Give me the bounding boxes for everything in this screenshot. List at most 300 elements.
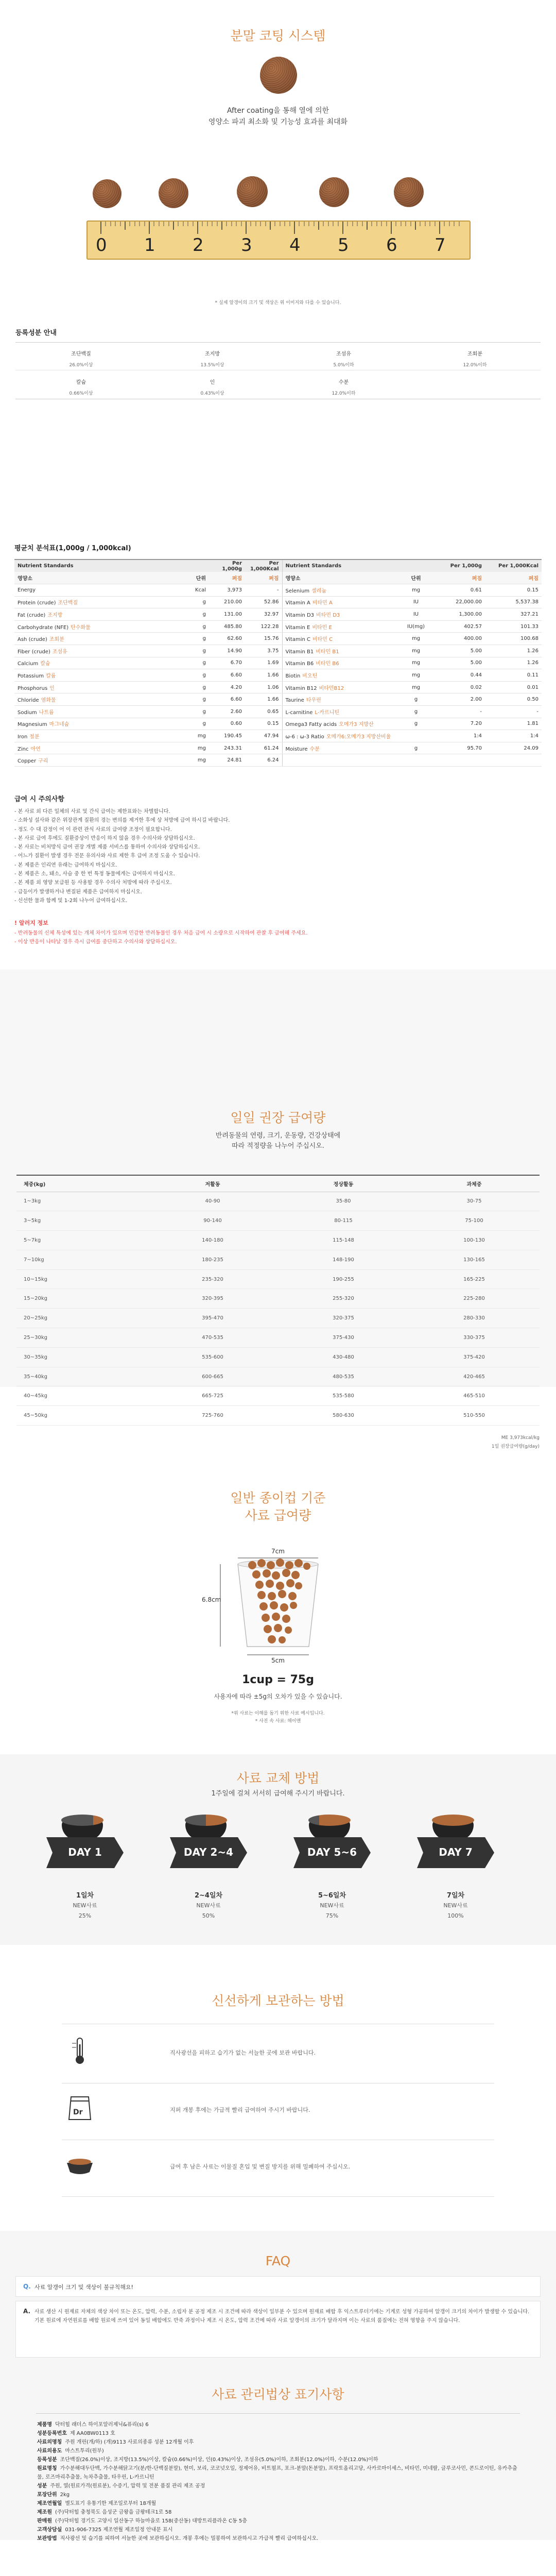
nutrient-name-en: Vitamin B6 xyxy=(285,661,314,667)
feeding-cell: 3~5kg xyxy=(16,1211,147,1231)
nutrient-value: g xyxy=(174,706,209,718)
nutrient-value: 5.00 xyxy=(431,657,485,669)
cup-top-dim: 7cm xyxy=(271,1548,285,1555)
ga-calcium: 칼슘 0.66%이상 xyxy=(69,380,93,396)
nutrient-row xyxy=(14,718,542,730)
nutrient-value: g xyxy=(174,620,209,633)
nutrient-name-ko: L-카르니틴 xyxy=(315,709,340,716)
allergy-line-1: - 반려동물의 신체 특성에 있는 개체 차이가 있으며 민감한 반려동물인 경우 처음 급여 시 소량으로 시작하여 관찰 후 급여해 주세요. xyxy=(14,930,308,936)
ga-ash: 조회분 12.0%이하 xyxy=(463,351,487,368)
nutrient-name-ko: 염화물 xyxy=(41,698,56,704)
nutrient-name-ko: 비타민 A xyxy=(312,600,333,606)
nutrient-name xyxy=(14,633,174,645)
allergy-title: ! 알러지 정보 xyxy=(14,920,48,926)
label-key: 사료의용도 xyxy=(37,2448,62,2454)
feeding-cell: 165-225 xyxy=(409,1269,540,1289)
nutrient-value: mg xyxy=(401,645,431,657)
nutrient-value: 1.81 xyxy=(485,718,542,730)
feeding-cell: 235-320 xyxy=(147,1269,278,1289)
nutrient-value: mg xyxy=(174,754,209,767)
cup-sub: 사용자에 따라 ±5g의 오차가 있을 수 있습니다. xyxy=(214,1693,342,1700)
nutrient-value: 32.97 xyxy=(245,608,282,621)
label-key: 성분등록번호 xyxy=(37,2431,67,2436)
label-line xyxy=(37,2482,521,2490)
thermometer-icon xyxy=(62,2036,98,2067)
nutrient-name-ko: 비오틴 xyxy=(302,673,318,680)
nutrient-value: 6.70 xyxy=(209,657,245,669)
nutrient-value: mg xyxy=(401,584,431,597)
nutrient-name xyxy=(282,645,401,657)
label-key: 제품명 xyxy=(37,2422,52,2428)
ruler-num-6: 6 xyxy=(386,235,397,256)
nt-header-right: Nutrient Standards xyxy=(282,560,401,572)
feeding-cell: 115-148 xyxy=(278,1231,409,1250)
nt-sub-ratio-3: 퍼짐 xyxy=(431,572,485,584)
ga-fiber: 조섬유 5.0%이하 xyxy=(333,351,354,368)
feeding-cell: 1~3kg xyxy=(16,1192,147,1211)
cup-note-1: *위 사료는 이해를 돕기 위한 사료 예시입니다. xyxy=(231,1711,325,1716)
kibble-hero xyxy=(260,57,297,94)
feed-h-normal: 정상활동 xyxy=(278,1175,409,1192)
nutrient-value: 7.20 xyxy=(431,718,485,730)
feeding-me: ME 3,973kcal/kg xyxy=(501,1435,540,1440)
nutrient-name-ko: 비타민 E xyxy=(312,624,332,631)
feeding-cell: 7~10kg xyxy=(16,1250,147,1269)
ga-moisture: 수분 12.0%이하 xyxy=(332,380,356,396)
nutrient-name xyxy=(282,730,401,742)
feeding-cell: 430-480 xyxy=(278,1347,409,1367)
nutrient-name xyxy=(282,657,401,669)
cautions-title: 급여 시 주의사항 xyxy=(14,795,64,803)
ga-title: 등록성분 안내 xyxy=(15,329,57,337)
nutrient-value: mg xyxy=(174,742,209,754)
nutrient-row xyxy=(14,742,542,754)
feeding-unit-note: 1일 권장급여량(g/day) xyxy=(491,1444,540,1449)
feeding-cell: 40-90 xyxy=(147,1192,278,1211)
nutrient-name-en: Potassium xyxy=(18,673,44,680)
nutrient-value: mg xyxy=(401,633,431,645)
nutrient-value: mg xyxy=(401,681,431,693)
nutrient-value: 61.24 xyxy=(245,742,282,754)
nutrient-value: 2.00 xyxy=(431,693,485,706)
nt-sub-unit-2: 단위 xyxy=(401,572,431,584)
nutrient-value: 3.75 xyxy=(245,645,282,657)
nutrient-name-en: Magnesium xyxy=(18,722,47,728)
nutrient-value: 400.00 xyxy=(431,633,485,645)
feeding-cell: 375-430 xyxy=(278,1328,409,1348)
step-sub: NEW사료 xyxy=(73,1902,97,1909)
nutrient-name-ko: 탄수화물 xyxy=(71,624,91,631)
nt-header-per-g: Per 1,000g xyxy=(209,560,245,572)
nutrient-name-ko: 비타민 B6 xyxy=(316,661,339,667)
nutrient-name-en: Fat (crude) xyxy=(18,613,46,619)
caution-item: - 본 제품은 인리연 유래는 급여하지 마십시오. xyxy=(14,862,117,868)
ruler-num-7: 7 xyxy=(435,235,446,256)
label-value: 조단백질(26.0%)이상, 조지방(13.5%)이상, 칼슘(0.66%)이상, 인(0.43%)이상, 조섬유(5.0%)이하, 조회분(12.0%)이하, 수분(12.0%)이하 xyxy=(60,2457,378,2463)
feeding-cell: 535-580 xyxy=(278,1386,409,1406)
caution-item: - 본 사료는 비처방식 급여 권장 개별 제품 서비스를 통하여 수의사와 상담하십시오. xyxy=(14,844,200,851)
nt-header-per-kcal: Per 1,000Kcal xyxy=(245,560,282,572)
feeding-cell: 40~45kg xyxy=(16,1386,147,1406)
nutrient-value: g xyxy=(401,706,431,718)
step-percent: 75% xyxy=(325,1912,339,1919)
nutrient-value: 0.15 xyxy=(485,584,542,597)
feeding-row xyxy=(16,1328,540,1348)
nutrient-row xyxy=(14,645,542,657)
nutrient-name-ko: 오메가3 지방산 xyxy=(339,722,374,728)
feeding-cell: 330-375 xyxy=(409,1328,540,1348)
nutrient-value: 24.81 xyxy=(209,754,245,767)
nutrient-row xyxy=(14,608,542,621)
storage-title: 신선하게 보관하는 방법 xyxy=(212,1993,344,2008)
feeding-cell: 580-630 xyxy=(278,1406,409,1426)
nutrient-value: 0.15 xyxy=(245,718,282,730)
nutrient-row xyxy=(14,633,542,645)
caution-item: - 소화성 설사와 같은 위장관계 질환의 경는 변의를 제거한 후에 상 처방에 급여 하시길 바랍니다. xyxy=(14,818,230,824)
nutrient-name-en: Vitamin B1 xyxy=(285,649,314,655)
label-value: 가수분해대두단백, 가수분해닭고기(분/한-단백질분말), 현미, 보리, 코코넛오일, 정제어유, 비트펄프, 포크-분말(돈분말), 프락토올리고당, 사카로마이세스, 비타민, 미네랄, 글루코사민, 콘드로이틴, 유카추출물, 로즈마리추출물, 녹차추출물, 타우린, L-카르니틴 xyxy=(37,2466,517,2480)
nutrient-value: 1.26 xyxy=(485,645,542,657)
label-line xyxy=(37,2508,521,2517)
step-percent: 100% xyxy=(447,1912,464,1919)
feeding-cell: 375-420 xyxy=(409,1347,540,1367)
nutrient-value: g xyxy=(401,718,431,730)
label-value: 031-906-7325 제조연월 제조일정 안내문 표시 xyxy=(65,2527,173,2533)
feed-h-weight: 체중(kg) xyxy=(16,1175,147,1192)
ga-divider-top xyxy=(15,342,541,343)
nutrient-name-en: Vitamin A xyxy=(285,600,310,606)
label-line xyxy=(37,2464,521,2482)
transition-title: 사료 교체 방법 xyxy=(236,1771,320,1786)
transition-sub: 1주일에 걸쳐 서서히 급여해 주시기 바랍니다. xyxy=(211,1790,345,1798)
svg-text:Dr: Dr xyxy=(73,2108,83,2116)
label-key: 성분 xyxy=(37,2483,47,2489)
ruler-num-2: 2 xyxy=(193,235,204,256)
feeding-cell: 140-180 xyxy=(147,1231,278,1250)
coating-note: * 실제 알갱이의 크기 및 색상은 위 이미지와 다를 수 있습니다. xyxy=(215,300,341,306)
nutrient-value: mg xyxy=(174,730,209,742)
nutrient-value: 5.00 xyxy=(431,645,485,657)
feeding-row xyxy=(16,1269,540,1289)
cup-title-2: 사료 급여량 xyxy=(245,1508,311,1523)
label-line xyxy=(37,2420,521,2429)
nutrient-value: 1,300.00 xyxy=(431,608,485,621)
nutrient-name xyxy=(282,596,401,608)
storage-text-1: 직사광선을 피하고 습기가 없는 서늘한 곳에 보관 바랍니다. xyxy=(170,2049,316,2056)
caution-item: - 본 제품 외 영양 보급원 등 사용할 경우 수의사 처방에 따라 주십시오. xyxy=(14,880,172,886)
faq-question-box[interactable] xyxy=(15,2276,541,2297)
nutrient-name-en: Taurine xyxy=(285,698,304,704)
nutrient-value: 100.68 xyxy=(485,633,542,645)
nutrient-value: 0.60 xyxy=(209,718,245,730)
feeding-row xyxy=(16,1211,540,1231)
nutrient-value: 15.76 xyxy=(245,633,282,645)
nt-header-left: Nutrient Standards xyxy=(14,560,174,572)
step-sub: NEW사료 xyxy=(320,1902,344,1909)
feeding-cell: 15~20kg xyxy=(16,1289,147,1309)
day-label: DAY 5~6 xyxy=(307,1846,357,1858)
feeding-row xyxy=(16,1406,540,1426)
caution-item: - 신선한 물과 함께 및 1-2회 나누어 급여하십시오. xyxy=(14,897,128,904)
cautions-list xyxy=(14,807,478,905)
cup-note-2: * 사진 속 사료: 헤이맨 xyxy=(255,1719,301,1724)
nutrient-value: IU(mg) xyxy=(401,620,431,633)
nutrient-value: 190.45 xyxy=(209,730,245,742)
feeding-row xyxy=(16,1309,540,1328)
nutrient-value: g xyxy=(174,608,209,621)
nutrient-name-ko: 칼륨 xyxy=(46,673,56,680)
faq-question: 사료 알갱이 크기 및 색상이 불규칙해요! xyxy=(34,2284,133,2291)
ga-protein: 조단백질 26.0%이상 xyxy=(69,351,93,368)
kibble-row xyxy=(93,175,463,211)
nutrient-value: 95.70 xyxy=(431,742,485,754)
nutrient-value: g xyxy=(174,645,209,657)
nutrient-name xyxy=(14,584,174,597)
nutrient-value: 0.44 xyxy=(431,669,485,682)
nutrient-name xyxy=(282,681,401,693)
nutrient-name-en: Fiber (crude) xyxy=(18,649,50,655)
label-line xyxy=(37,2447,521,2455)
feeding-row xyxy=(16,1367,540,1386)
coating-desc-line1: After coating을 통해 열에 의한 xyxy=(227,107,329,115)
feeding-cell: 470-535 xyxy=(147,1328,278,1348)
label-value: 주원, 열(원료가격(원료분), 수증기, 압력 및 전분 품질 관리 제조 공정 xyxy=(50,2483,205,2489)
dry-bag-icon xyxy=(62,2093,98,2124)
nutrient-value: 101.33 xyxy=(485,620,542,633)
nutrient-value: 131.00 xyxy=(209,608,245,621)
label-line xyxy=(37,2490,521,2499)
caution-item: - 정도 수 대 감정이 어 이 관련 관식 사료의 급여량 조정이 필요합니다. xyxy=(14,826,172,833)
ruler-num-4: 4 xyxy=(289,235,301,256)
label-line xyxy=(37,2429,521,2438)
nutrient-name-en: Iron xyxy=(18,734,28,740)
nutrient-name-en: Biotin xyxy=(285,673,301,680)
step-title: 5~6일차 xyxy=(318,1892,346,1900)
nutrient-name-ko: 타우린 xyxy=(306,698,321,704)
feeding-cell: 20~25kg xyxy=(16,1309,147,1328)
nutrient-value: 62.60 xyxy=(209,633,245,645)
nutrient-name-en: L-carnitine xyxy=(285,709,313,716)
storage-text-2: 지퍼 개봉 후에는 가급적 빨리 급여하여 주시기 바랍니다. xyxy=(170,2107,310,2113)
caution-item: - 본 사료 외 다른 일체의 사료 및 간식 급여는 제한표와는 차별합니다. xyxy=(14,809,170,815)
nutrient-name-ko: 조회분 xyxy=(49,637,64,643)
label-value: (주)닥터힐 경기도 고양시 일산동구 하늘마을로 158(중산동) 대방트리플라온 C동 5층 xyxy=(55,2518,247,2524)
nutrient-name xyxy=(282,742,401,754)
feeding-cell: 510-550 xyxy=(409,1406,540,1426)
nutrient-value: 0.02 xyxy=(431,681,485,693)
caution-item: - 본 제품은 소, 돼소, 사슴 중 한 번 특정 동물에게는 급여하지 마십시오. xyxy=(14,871,176,877)
nutrient-name-ko: 비타민 D3 xyxy=(316,613,340,619)
nutrient-name-en: Protein (crude) xyxy=(18,600,56,606)
day-label: DAY 2~4 xyxy=(183,1846,234,1858)
label-divider xyxy=(36,2413,520,2414)
label-value: 마스트투리(원부) xyxy=(65,2448,104,2454)
nutrient-name-en: Chloride xyxy=(18,698,39,704)
label-line xyxy=(37,2517,521,2526)
nutrient-name-en: Zinc xyxy=(18,746,29,752)
caution-item: - 어느가 질환이 발생 경우 전문 유의사와 사료 제한 후 급여 조정 도움 수 있습니다. xyxy=(14,853,200,859)
label-value: 직사광선 및 습기를 피하여 서늘한 곳에 보관하십시오. 개봉 후에는 밀봉하여 보관하시고 가급적 빨리 급여하십시오. xyxy=(60,2536,319,2541)
label-value: 주원 개린(개/하) (개)9113 사료의종류 성분 12개월 이후 xyxy=(65,2439,194,2445)
nutrient-name-ko: 아연 xyxy=(30,746,41,752)
ruler-num-3: 3 xyxy=(241,235,252,256)
ga-phosphorus: 인 0.43%이상 xyxy=(200,380,224,396)
faq-title: FAQ xyxy=(265,2253,291,2268)
nt-sub-unit: 단위 xyxy=(174,572,209,584)
feeding-table xyxy=(16,1175,540,1426)
ga-fat: 조지방 13.5%이상 xyxy=(200,351,224,368)
nutrient-name xyxy=(14,742,174,754)
label-line xyxy=(37,2526,521,2534)
feeding-cell: 395-470 xyxy=(147,1309,278,1328)
ruler xyxy=(86,221,471,260)
nutrient-value: 47.94 xyxy=(245,730,282,742)
nutrient-name-ko: 조지방 xyxy=(47,613,63,619)
caution-item: - 본 사료 급여 후에도 질환증상이 반응이 하지 않을 경우 수의사와 상담하십시오. xyxy=(14,835,195,841)
label-key: 보관방법 xyxy=(37,2536,57,2541)
feeding-row xyxy=(16,1347,540,1367)
ruler-num-1: 1 xyxy=(144,235,155,256)
coating-desc-line2: 영양소 파괴 최소화 및 기능성 효과를 최대화 xyxy=(208,118,348,126)
feeding-title: 일일 권장 급여량 xyxy=(230,1110,326,1125)
nutrient-row xyxy=(14,584,542,597)
feeding-cell: 255-320 xyxy=(278,1289,409,1309)
nt-sub-ratio: 퍼짐 xyxy=(209,572,245,584)
nutrient-name-ko: 철분 xyxy=(29,734,40,740)
nt-header-per-g-2: Per 1,000g xyxy=(431,560,485,572)
nutrient-value: 0.01 xyxy=(485,681,542,693)
nutrient-value: mg xyxy=(401,657,431,669)
coating-title: 분말 코팅 시스템 xyxy=(230,28,326,43)
nutrient-value: g xyxy=(174,718,209,730)
nutrient-value: mg xyxy=(401,669,431,682)
label-key: 등록성분 xyxy=(37,2457,57,2463)
nutrient-value: 1.66 xyxy=(245,693,282,706)
feeding-cell: 180-235 xyxy=(147,1250,278,1269)
nutrient-name xyxy=(282,754,401,767)
feeding-sub-1: 반려동물의 연령, 크기, 운동량, 건강상태에 xyxy=(215,1132,341,1140)
label-value: 2kg xyxy=(60,2492,70,2498)
nutrient-name-ko: 비타민 C xyxy=(312,637,333,643)
nutrient-value xyxy=(401,730,431,742)
nutrient-value: 14.90 xyxy=(209,645,245,657)
nutrient-name-en: Vitamin B12 xyxy=(285,685,317,691)
nutrient-value: 0.50 xyxy=(485,693,542,706)
nutrient-row xyxy=(14,754,542,767)
feeding-cell: 100-130 xyxy=(409,1231,540,1250)
feeding-cell: 465-510 xyxy=(409,1386,540,1406)
cup-bottom-dim: 5cm xyxy=(271,1657,285,1664)
nutrient-value: g xyxy=(401,742,431,754)
feeding-row xyxy=(16,1250,540,1269)
nutrient-name xyxy=(282,608,401,621)
nutrient-name xyxy=(14,596,174,608)
cup-equation: 1cup = 75g xyxy=(242,1673,314,1686)
label-key: 제조연월일 xyxy=(37,2501,62,2506)
feeding-cell: 5~7kg xyxy=(16,1231,147,1250)
day-arrow xyxy=(46,1837,124,1868)
nutrient-value: 6.24 xyxy=(245,754,282,767)
storage-divider-4 xyxy=(62,2196,494,2197)
nutrient-value: 52.86 xyxy=(245,596,282,608)
nutrient-name xyxy=(14,754,174,767)
label-key: 포장단위 xyxy=(37,2492,57,2498)
storage-text-3: 급여 후 남은 사료는 이물질 혼입 및 변질 방지를 위해 밀폐하여 주십시오. xyxy=(170,2163,351,2170)
nt-header-per-kcal-2: Per 1,000Kcal xyxy=(485,560,542,572)
nutrient-value: g xyxy=(401,693,431,706)
nutrient-name-ko: 조섬유 xyxy=(52,649,67,655)
nutrient-value xyxy=(431,754,485,767)
day-arrow xyxy=(293,1837,371,1868)
day-label: DAY 1 xyxy=(68,1846,102,1858)
nutrient-value: 402.57 xyxy=(431,620,485,633)
feeding-cell: 320-375 xyxy=(278,1309,409,1328)
nutrient-name-ko: 오메가6:오메가3 지방산비율 xyxy=(326,734,391,740)
nutrient-value: g xyxy=(174,669,209,682)
nutrient-value: 327.21 xyxy=(485,608,542,621)
feeding-cell: 35~40kg xyxy=(16,1367,147,1386)
nutrient-name-en: Ash (crude) xyxy=(18,637,47,643)
label-value: 별도표기 유통기한 제조일로부터 18개월 xyxy=(65,2501,157,2506)
nutrient-value: 1:4 xyxy=(485,730,542,742)
nutrient-name xyxy=(282,693,401,706)
nutrient-name-ko: 수분 xyxy=(309,746,320,752)
nutrient-row xyxy=(14,693,542,706)
nutrient-name xyxy=(14,718,174,730)
feeding-cell: 25~30kg xyxy=(16,1328,147,1348)
step-title: 7일차 xyxy=(446,1892,465,1900)
nutrient-name-en: ω-6 : ω-3 Ratio xyxy=(285,734,324,740)
ruler-num-0: 0 xyxy=(96,235,107,256)
nutrient-value: - xyxy=(431,706,485,718)
feeding-row xyxy=(16,1192,540,1211)
feeding-cell: 75-100 xyxy=(409,1211,540,1231)
feeding-cell: 725-760 xyxy=(147,1406,278,1426)
nutrient-name-en: Carbohydrate (NFE) xyxy=(18,624,69,631)
nutrient-name xyxy=(282,718,401,730)
nutrient-name-en: Moisture xyxy=(285,746,308,752)
nutrient-value xyxy=(485,754,542,767)
nutrient-name-en: Selenium xyxy=(285,588,310,594)
nutrient-value: g xyxy=(174,657,209,669)
nutrient-name-en: Vitamin E xyxy=(285,624,310,631)
nutrient-row xyxy=(14,681,542,693)
nutrient-value: 1.69 xyxy=(245,657,282,669)
faq-a-mark: A. xyxy=(23,2308,31,2315)
nutrient-name xyxy=(282,706,401,718)
nutrient-value: 0.61 xyxy=(431,584,485,597)
nutrient-value: 1.26 xyxy=(485,657,542,669)
nutrient-value: 1:4 xyxy=(431,730,485,742)
ruler-num-5: 5 xyxy=(338,235,349,256)
feeding-row xyxy=(16,1386,540,1406)
step-percent: 50% xyxy=(202,1912,215,1919)
cup-title-1: 일반 종이컵 기준 xyxy=(230,1490,326,1505)
feeding-cell: 80-115 xyxy=(278,1211,409,1231)
cup-height-dim: 6.8cm xyxy=(202,1596,221,1603)
feeding-sub-2: 따라 적정량을 나누어 주십시오. xyxy=(232,1142,324,1150)
nutrient-name xyxy=(282,584,401,597)
feeding-cell: 280-330 xyxy=(409,1309,540,1328)
nutrient-name xyxy=(14,730,174,742)
nutrient-name xyxy=(14,608,174,621)
nutrient-value: Kcal xyxy=(174,584,209,597)
feed-h-low: 저활동 xyxy=(147,1175,278,1192)
feeding-cell: 190-255 xyxy=(278,1269,409,1289)
nutrient-value: g xyxy=(174,596,209,608)
nutrient-value: 0.65 xyxy=(245,706,282,718)
nutrient-value: - xyxy=(485,706,542,718)
